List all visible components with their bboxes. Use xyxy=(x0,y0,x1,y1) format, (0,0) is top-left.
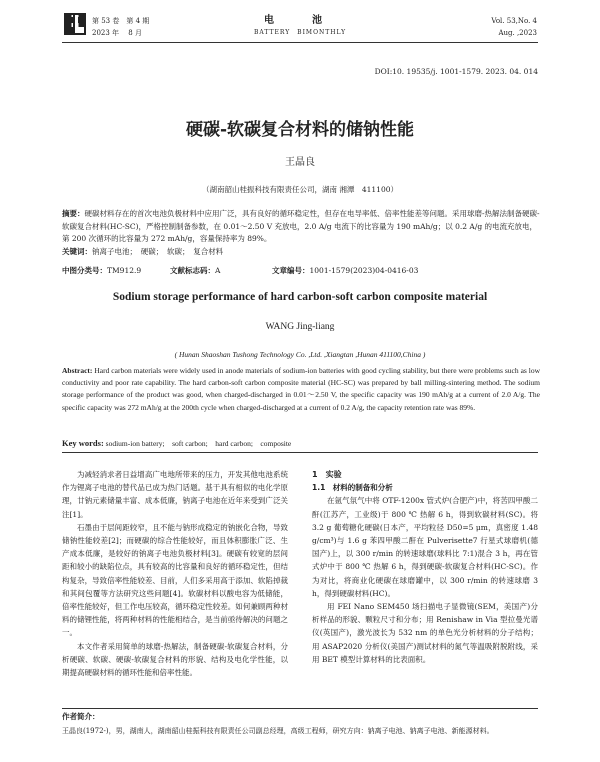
affiliation-cn: （湖南韶山桂振科技有限责任公司，湖南 湘潭 411100） xyxy=(201,185,398,194)
body-left-column xyxy=(62,468,288,679)
body-paragraph: 本文作者采用简单的球磨-热解法，制备硬碳-软碳复合材料，分析硬碳、软碳、硬碳-软碳复合材料的形貌、结构及电化学性能，以期提高硬碳材料的循环性能和倍率性能。 xyxy=(62,641,288,678)
body-paragraph: 石墨由于层间距较窄，且不能与钠形成稳定的钠嵌化合物，导致储钠性能较差[2]；而硬碳的综合性能较好，而且体积膨胀广泛、生产成本低廉，是较好的钠离子电池负极材料[3]。硬碳有较宽的层间距和较小的缺陷位点，具有较高的比容量和良好的循环稳定性，但结构复杂，导致倍率性能较差、目前，人们多采用高于添加、软陷掉裁和其间包覆等方法研究这些问题[4]。软碳材料以酸电容为低储能，倍率性能较好，但工作电压较高，循环稳定性较差。如何兼顾两种材料的储锂性能，将两种材料的性能相结合，是当前亟待解决的问题之一。 xyxy=(62,522,288,638)
section-heading: 1 实验 xyxy=(312,470,342,479)
document-code: 文献标志码：A xyxy=(170,266,221,275)
date-cn: 2023 年 8 月 xyxy=(92,29,142,37)
author-en: WANG Jing-liang xyxy=(265,322,335,332)
journal-en: BATTERY BIMONTHLY xyxy=(253,29,347,36)
article-number: 文章编号：1001-1579(2023)04-0416-03 xyxy=(272,266,419,275)
author-cn: 王晶良 xyxy=(285,157,315,168)
footnote-label: 作者简介： xyxy=(62,712,100,721)
keywords-en-text: sodium-ion battery; soft carbon; hard carbon; composite xyxy=(105,439,292,448)
volume-en: Vol. 53,No. 4 xyxy=(491,17,537,25)
header-right xyxy=(491,15,537,39)
body-right-column xyxy=(312,468,538,666)
body-paragraph: 在氩气氛气中将 OTF-1200x 管式炉(合肥产)中，将苦四甲酸二酐(江苏产，工业级)于 800 ℃ 热解 6 h，得到软碳材料(SC)。将 3.2 g 葡萄糖化硬碳(日本产，平均粒径 D50=5 μm，真密度 1.48 g/cm³)与 1.6 g 苯四甲酸二酐在 Pulverisette7 行星式球磨机(德国产)上，以 300 r/min 的转速球磨(球料比 7:1)混合 3 h，再在管式炉中于 800 ℃ 热解 6 h，得到硬碳-软碳复合材料(HC-SC)。作为对比，将商业化硬碳在球磨罐中，以 300 r/min 的转速球磨 3 h，得到硬碳材料(HC)。 xyxy=(312,496,538,598)
abstract-en xyxy=(62,365,540,414)
keywords-en-label: Key words: xyxy=(62,438,104,448)
body-paragraph: 为减轻消求者日益增高广电地所带来的压力，开发其他电池系统作为锂离子电池的替代品已成为热门话题。基于具有相似的电化学原理，廿钠元素储量丰富、成本低廉，钠离子电池在近年来受到广泛关注[1]。 xyxy=(62,470,288,519)
abstract-cn xyxy=(62,208,540,258)
keywords-cn-label: 关键词： xyxy=(62,246,92,256)
keywords-cn-text: 钠离子电池； 硬碳； 软碳； 复合材料 xyxy=(92,246,224,256)
page-title-en: Sodium storage performance of hard carbon-soft carbon composite material xyxy=(112,291,488,303)
abstract-cn-label: 摘要： xyxy=(62,209,85,218)
abstract-en-text: Hard carbon materials were widely used in anode materials of sodium-ion batteries with good cycling stability, but there were problems such as low conductivity and poor rate capability. The hard carbon-soft carbon composite material (HC-SC) was prepared by ball milling-sintering method. The sodium storage performance of the product was good, when charged-discharged in 0.01～2.50 V, the specific capacity was 190 mAh/g at a current of 2.0 A/g. The specific capacity was 272 mAh/g at the 200th cycle when charged-discharged at a current of 0.2 A/g, the capacity retention rate was 89%. xyxy=(62,366,541,412)
author-bio: 王晶良(1972-)，男，湖南人，湖南韶山桂振科技有限责任公司副总经理，高级工程师，研究方向：钠离子电池、钠离子电池、新能源材料。 xyxy=(62,727,494,735)
volume-cn: 第 53 卷 第 4 期 xyxy=(92,17,150,25)
footnote-rule xyxy=(62,708,538,709)
doi: DOI:10. 19535/j. 1001-1579. 2023. 04. 014 xyxy=(374,67,538,76)
journal-cn: 电 池 xyxy=(264,15,336,26)
abstract-en-label: Abstract: xyxy=(62,366,93,375)
header-rule xyxy=(62,42,538,43)
clc-number: 中图分类号：TM912.9 xyxy=(62,266,142,275)
abstract-cn-text: 硬碳材料存在的首次电池负极材料中应用广泛，具有良好的循环稳定性，但存在电导率低、倍率性能差等问题。采用球磨-热解法制备硬碳-软碳复合材料(HC-SC)，严格控制制备参数，在 0.01～2.50 V 充放电，2.0 A/g 电流下的比容量为 190 mAh/g；以 0.2 A/g 的电流充放电，第 200 次循环的比容量为 272 mAh/g，容量保持率为 89%。 xyxy=(62,209,540,243)
page-title-cn: 硬碳-软碳复合材料的储钠性能 xyxy=(185,120,415,140)
date-en: Aug. ,2023 xyxy=(498,29,537,37)
footnote-text xyxy=(62,725,540,737)
affiliation-en: ( Hunan Shaoshan Tushong Technology Co. ,Ltd. ,Xiangtan ,Hunan 411100,China ) xyxy=(174,350,426,359)
abstract-rule xyxy=(62,452,538,453)
keywords-en xyxy=(62,438,291,449)
subsection-heading: 1.1 材料的制备和分析 xyxy=(312,483,393,493)
body-paragraph: 用 FEI Nano SEM450 场扫描电子显微镜(SEM，美国产)分析样品的形貌、颗粒尺寸和分布；用 Renishaw in Via 型拉曼光谱仪(英国产)，激光波长为 532 nm 的单色光分析材料的分子结构；用 ASAP2020 分析仪(美国产)测试材料的氮气等温吸附脱附线，采用 BET 模型计算材料的比表面积。 xyxy=(312,602,538,664)
